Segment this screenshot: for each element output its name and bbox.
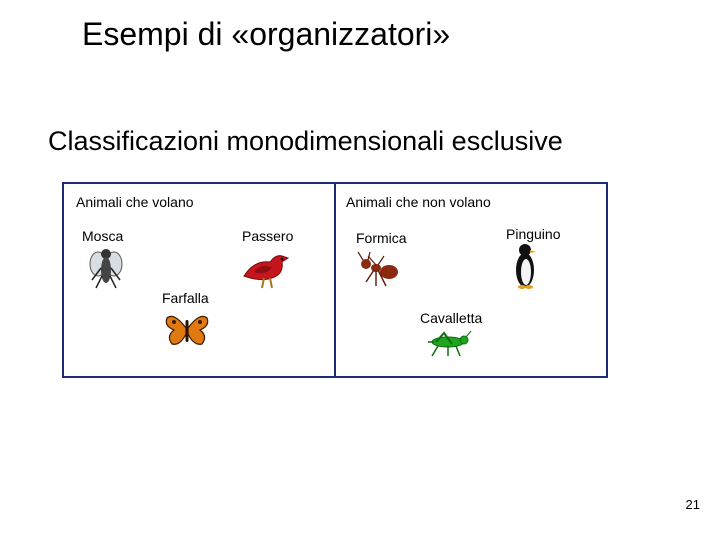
label-passero: Passero — [242, 228, 294, 244]
group-divider — [334, 184, 336, 376]
label-cavalletta: Cavalletta — [420, 310, 483, 326]
left-group-header: Animali che volano — [76, 194, 194, 210]
butterfly-icon — [164, 312, 210, 348]
slide-subtitle: Classificazioni monodimensionali esclusive — [48, 126, 563, 156]
page-number: 21 — [685, 497, 700, 512]
bird-icon — [240, 246, 290, 292]
ant-icon — [356, 250, 404, 290]
label-formica: Formica — [356, 230, 407, 246]
label-pinguino: Pinguino — [506, 226, 561, 242]
grasshopper-icon — [424, 330, 472, 358]
right-group-header: Animali che non volano — [346, 194, 491, 210]
classification-figure — [62, 182, 608, 378]
label-mosca: Mosca — [82, 228, 124, 244]
penguin-icon — [512, 242, 538, 290]
fly-icon — [86, 246, 126, 292]
slide-title: Esempi di «organizzatori» — [82, 16, 451, 52]
label-farfalla: Farfalla — [162, 290, 209, 306]
